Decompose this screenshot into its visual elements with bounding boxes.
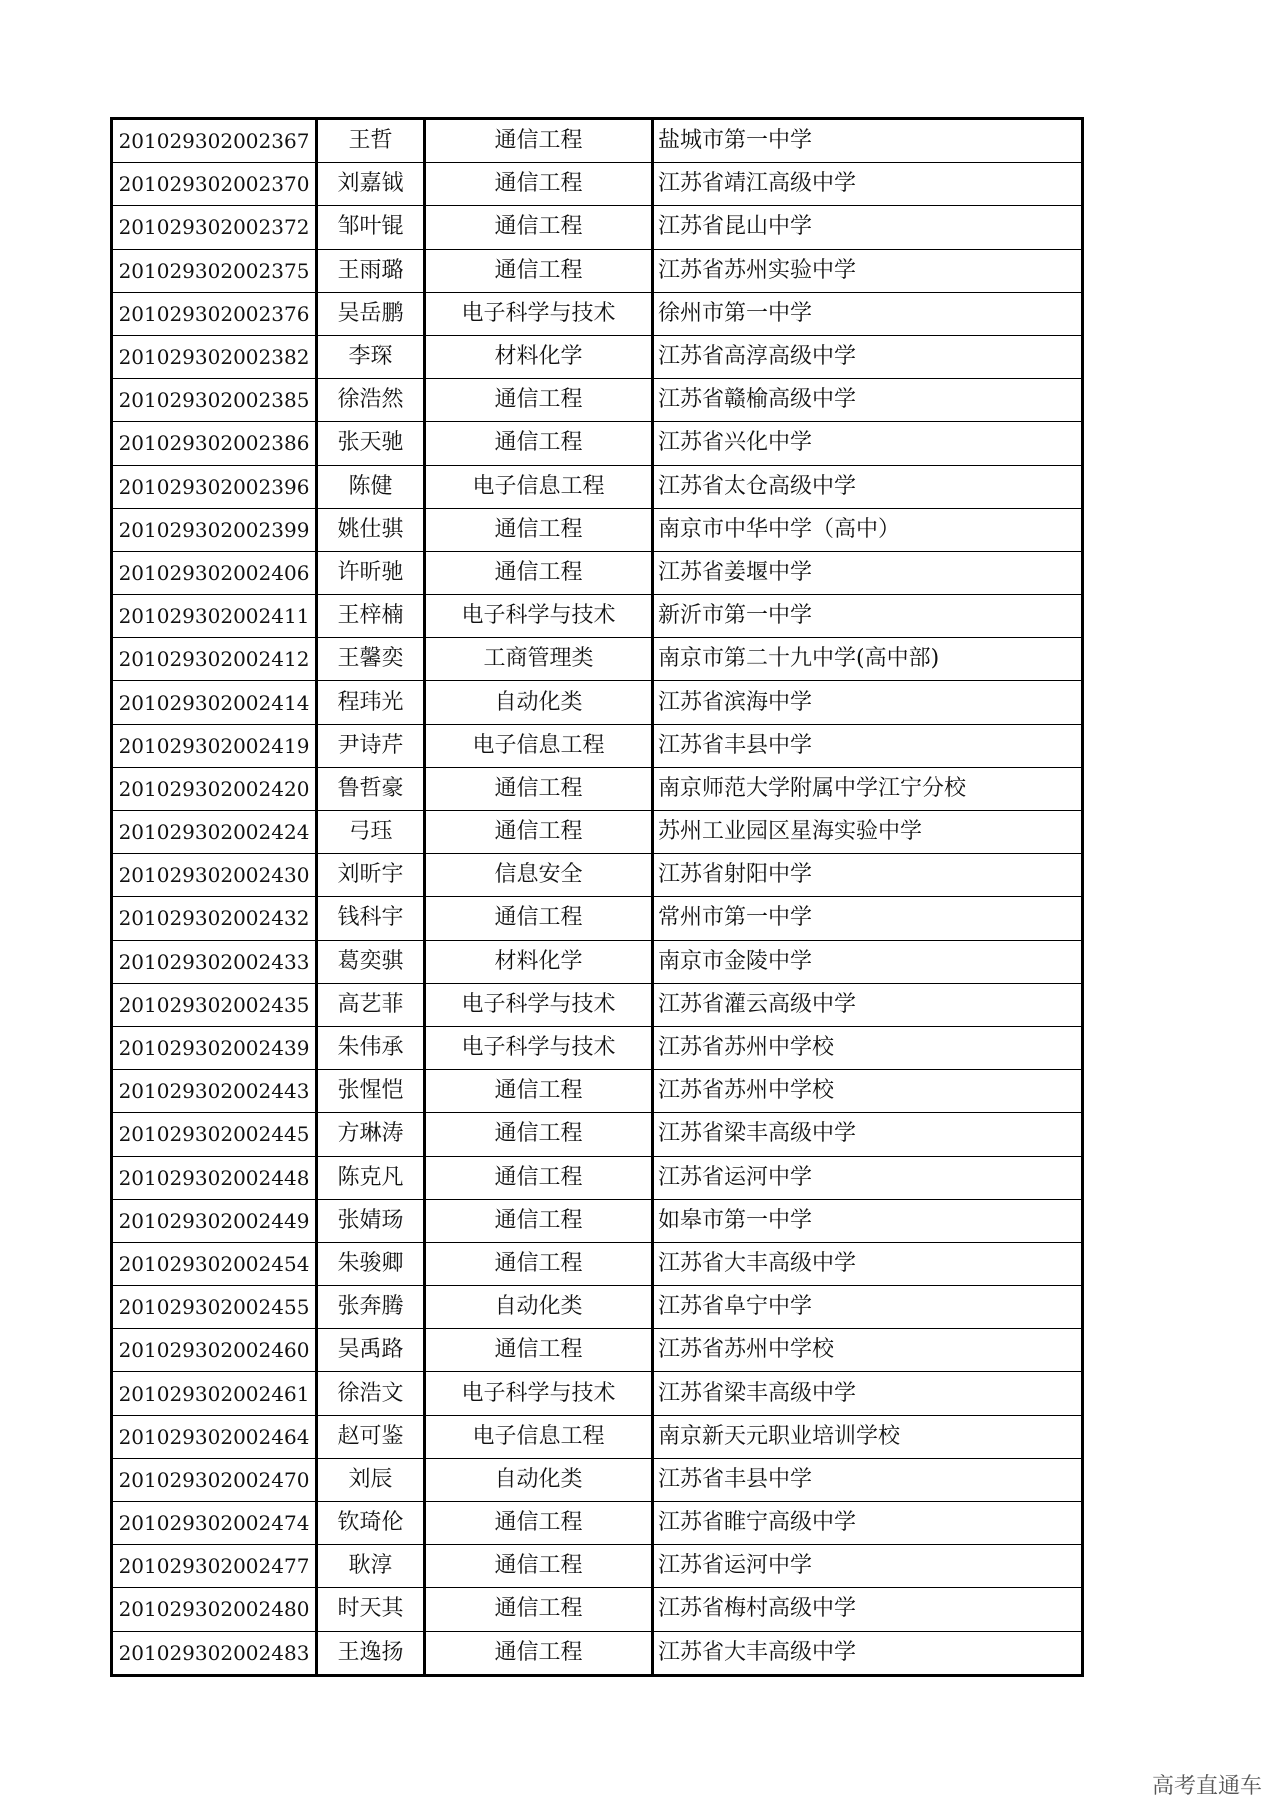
student-id-cell: 201029302002399	[112, 508, 317, 551]
student-name-cell: 赵可鉴	[317, 1415, 425, 1458]
student-id-cell: 201029302002370	[112, 163, 317, 206]
student-id-cell: 201029302002464	[112, 1415, 317, 1458]
school-cell: 南京师范大学附属中学江宁分校	[653, 767, 1083, 810]
major-cell: 电子科学与技术	[425, 292, 653, 335]
student-id-cell: 201029302002461	[112, 1372, 317, 1415]
student-id-cell: 201029302002470	[112, 1458, 317, 1501]
student-id-cell: 201029302002382	[112, 335, 317, 378]
student-name-cell: 朱骏卿	[317, 1242, 425, 1285]
major-cell: 通信工程	[425, 551, 653, 594]
major-cell: 工商管理类	[425, 638, 653, 681]
student-name-cell: 徐浩文	[317, 1372, 425, 1415]
major-cell: 电子科学与技术	[425, 1372, 653, 1415]
student-name-cell: 陈克凡	[317, 1156, 425, 1199]
student-id-cell: 201029302002424	[112, 811, 317, 854]
student-id-cell: 201029302002385	[112, 379, 317, 422]
school-cell: 江苏省姜堰中学	[653, 551, 1083, 594]
table-row	[112, 767, 1083, 810]
school-cell: 江苏省靖江高级中学	[653, 163, 1083, 206]
table-row	[112, 1329, 1083, 1372]
major-cell: 通信工程	[425, 119, 653, 163]
student-name-cell: 耿淳	[317, 1545, 425, 1588]
major-cell: 电子科学与技术	[425, 1026, 653, 1069]
school-cell: 江苏省丰县中学	[653, 1458, 1083, 1501]
table-row	[112, 1156, 1083, 1199]
major-cell: 电子信息工程	[425, 465, 653, 508]
table-row	[112, 1415, 1083, 1458]
student-id-cell: 201029302002396	[112, 465, 317, 508]
table-row	[112, 249, 1083, 292]
student-id-cell: 201029302002411	[112, 595, 317, 638]
major-cell: 通信工程	[425, 379, 653, 422]
major-cell: 电子科学与技术	[425, 595, 653, 638]
student-id-cell: 201029302002376	[112, 292, 317, 335]
major-cell: 通信工程	[425, 1502, 653, 1545]
student-id-cell: 201029302002454	[112, 1242, 317, 1285]
school-cell: 江苏省梁丰高级中学	[653, 1372, 1083, 1415]
student-name-cell: 张婧玚	[317, 1199, 425, 1242]
table-row	[112, 1286, 1083, 1329]
student-id-cell: 201029302002430	[112, 854, 317, 897]
table-row	[112, 854, 1083, 897]
table-row	[112, 595, 1083, 638]
table-row	[112, 983, 1083, 1026]
major-cell: 通信工程	[425, 508, 653, 551]
student-name-cell: 尹诗芹	[317, 724, 425, 767]
school-cell: 江苏省苏州实验中学	[653, 249, 1083, 292]
student-id-cell: 201029302002375	[112, 249, 317, 292]
table-row	[112, 1502, 1083, 1545]
student-name-cell: 刘昕宇	[317, 854, 425, 897]
major-cell: 通信工程	[425, 1329, 653, 1372]
school-cell: 盐城市第一中学	[653, 119, 1083, 163]
table-row	[112, 681, 1083, 724]
major-cell: 通信工程	[425, 1070, 653, 1113]
major-cell: 自动化类	[425, 681, 653, 724]
school-cell: 南京市金陵中学	[653, 940, 1083, 983]
student-name-cell: 王梓楠	[317, 595, 425, 638]
school-cell: 江苏省赣榆高级中学	[653, 379, 1083, 422]
student-name-cell: 王逸扬	[317, 1631, 425, 1675]
student-name-cell: 张惺恺	[317, 1070, 425, 1113]
school-cell: 如皋市第一中学	[653, 1199, 1083, 1242]
major-cell: 自动化类	[425, 1286, 653, 1329]
watermark-text: 高考直通车	[1151, 1774, 1262, 1799]
table-row	[112, 1458, 1083, 1501]
major-cell: 通信工程	[425, 767, 653, 810]
major-cell: 通信工程	[425, 163, 653, 206]
student-id-cell: 201029302002372	[112, 206, 317, 249]
student-id-cell: 201029302002477	[112, 1545, 317, 1588]
school-cell: 江苏省灌云高级中学	[653, 983, 1083, 1026]
student-name-cell: 邹叶锟	[317, 206, 425, 249]
student-name-cell: 徐浩然	[317, 379, 425, 422]
student-name-cell: 李琛	[317, 335, 425, 378]
table-row	[112, 206, 1083, 249]
student-id-cell: 201029302002443	[112, 1070, 317, 1113]
major-cell: 电子信息工程	[425, 724, 653, 767]
student-id-cell: 201029302002414	[112, 681, 317, 724]
table-row	[112, 379, 1083, 422]
table-row	[112, 465, 1083, 508]
student-name-cell: 钦琦伦	[317, 1502, 425, 1545]
student-name-cell: 刘嘉钺	[317, 163, 425, 206]
table-row	[112, 811, 1083, 854]
student-name-cell: 许昕驰	[317, 551, 425, 594]
student-id-cell: 201029302002445	[112, 1113, 317, 1156]
school-cell: 江苏省大丰高级中学	[653, 1631, 1083, 1675]
major-cell: 通信工程	[425, 206, 653, 249]
student-id-cell: 201029302002386	[112, 422, 317, 465]
student-name-cell: 吴岳鹏	[317, 292, 425, 335]
major-cell: 通信工程	[425, 249, 653, 292]
student-id-cell: 201029302002460	[112, 1329, 317, 1372]
student-id-cell: 201029302002412	[112, 638, 317, 681]
admission-roster-table	[110, 117, 1084, 1677]
major-cell: 材料化学	[425, 940, 653, 983]
major-cell: 通信工程	[425, 1113, 653, 1156]
school-cell: 南京新天元职业培训学校	[653, 1415, 1083, 1458]
student-name-cell: 刘辰	[317, 1458, 425, 1501]
student-id-cell: 201029302002419	[112, 724, 317, 767]
school-cell: 江苏省睢宁高级中学	[653, 1502, 1083, 1545]
school-cell: 江苏省运河中学	[653, 1545, 1083, 1588]
table-row	[112, 1588, 1083, 1631]
major-cell: 信息安全	[425, 854, 653, 897]
school-cell: 南京市第二十九中学(高中部)	[653, 638, 1083, 681]
major-cell: 通信工程	[425, 422, 653, 465]
table-row	[112, 335, 1083, 378]
table-row	[112, 638, 1083, 681]
major-cell: 通信工程	[425, 1156, 653, 1199]
student-name-cell: 时天其	[317, 1588, 425, 1631]
student-name-cell: 弓珏	[317, 811, 425, 854]
major-cell: 通信工程	[425, 1199, 653, 1242]
major-cell: 通信工程	[425, 897, 653, 940]
major-cell: 通信工程	[425, 1588, 653, 1631]
table-row	[112, 508, 1083, 551]
table-row	[112, 163, 1083, 206]
school-cell: 江苏省苏州中学校	[653, 1070, 1083, 1113]
major-cell: 通信工程	[425, 1545, 653, 1588]
roster-body	[112, 119, 1083, 1676]
major-cell: 通信工程	[425, 1242, 653, 1285]
major-cell: 通信工程	[425, 811, 653, 854]
table-row	[112, 422, 1083, 465]
school-cell: 江苏省丰县中学	[653, 724, 1083, 767]
table-row	[112, 119, 1083, 163]
major-cell: 自动化类	[425, 1458, 653, 1501]
school-cell: 新沂市第一中学	[653, 595, 1083, 638]
student-id-cell: 201029302002455	[112, 1286, 317, 1329]
student-name-cell: 鲁哲豪	[317, 767, 425, 810]
table-row	[112, 1242, 1083, 1285]
school-cell: 江苏省梅村高级中学	[653, 1588, 1083, 1631]
student-id-cell: 201029302002483	[112, 1631, 317, 1675]
school-cell: 江苏省梁丰高级中学	[653, 1113, 1083, 1156]
school-cell: 江苏省昆山中学	[653, 206, 1083, 249]
student-name-cell: 钱科宇	[317, 897, 425, 940]
student-id-cell: 201029302002448	[112, 1156, 317, 1199]
table-row	[112, 1070, 1083, 1113]
major-cell: 材料化学	[425, 335, 653, 378]
table-row	[112, 1631, 1083, 1675]
school-cell: 江苏省大丰高级中学	[653, 1242, 1083, 1285]
table-row	[112, 1026, 1083, 1069]
student-name-cell: 程玮光	[317, 681, 425, 724]
school-cell: 江苏省兴化中学	[653, 422, 1083, 465]
table-row	[112, 1372, 1083, 1415]
school-cell: 江苏省阜宁中学	[653, 1286, 1083, 1329]
table-row	[112, 724, 1083, 767]
student-id-cell: 201029302002435	[112, 983, 317, 1026]
student-name-cell: 吴禹路	[317, 1329, 425, 1372]
student-name-cell: 方琳涛	[317, 1113, 425, 1156]
major-cell: 通信工程	[425, 1631, 653, 1675]
table-row	[112, 292, 1083, 335]
school-cell: 徐州市第一中学	[653, 292, 1083, 335]
school-cell: 南京市中华中学（高中）	[653, 508, 1083, 551]
school-cell: 江苏省苏州中学校	[653, 1329, 1083, 1372]
student-id-cell: 201029302002480	[112, 1588, 317, 1631]
school-cell: 江苏省运河中学	[653, 1156, 1083, 1199]
table-row	[112, 1199, 1083, 1242]
school-cell: 常州市第一中学	[653, 897, 1083, 940]
table-row	[112, 551, 1083, 594]
student-id-cell: 201029302002433	[112, 940, 317, 983]
student-name-cell: 王雨璐	[317, 249, 425, 292]
student-name-cell: 王哲	[317, 119, 425, 163]
school-cell: 江苏省滨海中学	[653, 681, 1083, 724]
table-row	[112, 897, 1083, 940]
student-id-cell: 201029302002432	[112, 897, 317, 940]
school-cell: 江苏省苏州中学校	[653, 1026, 1083, 1069]
student-id-cell: 201029302002449	[112, 1199, 317, 1242]
student-name-cell: 王馨奕	[317, 638, 425, 681]
student-name-cell: 朱伟承	[317, 1026, 425, 1069]
major-cell: 电子信息工程	[425, 1415, 653, 1458]
student-name-cell: 张奔腾	[317, 1286, 425, 1329]
school-cell: 江苏省射阳中学	[653, 854, 1083, 897]
student-name-cell: 姚仕骐	[317, 508, 425, 551]
student-id-cell: 201029302002474	[112, 1502, 317, 1545]
school-cell: 江苏省高淳高级中学	[653, 335, 1083, 378]
student-id-cell: 201029302002420	[112, 767, 317, 810]
student-name-cell: 葛奕骐	[317, 940, 425, 983]
table-row	[112, 1545, 1083, 1588]
student-id-cell: 201029302002406	[112, 551, 317, 594]
student-id-cell: 201029302002367	[112, 119, 317, 163]
student-name-cell: 张天驰	[317, 422, 425, 465]
school-cell: 苏州工业园区星海实验中学	[653, 811, 1083, 854]
student-id-cell: 201029302002439	[112, 1026, 317, 1069]
student-name-cell: 高艺菲	[317, 983, 425, 1026]
table-row	[112, 1113, 1083, 1156]
school-cell: 江苏省太仓高级中学	[653, 465, 1083, 508]
student-name-cell: 陈健	[317, 465, 425, 508]
major-cell: 电子科学与技术	[425, 983, 653, 1026]
table-row	[112, 940, 1083, 983]
